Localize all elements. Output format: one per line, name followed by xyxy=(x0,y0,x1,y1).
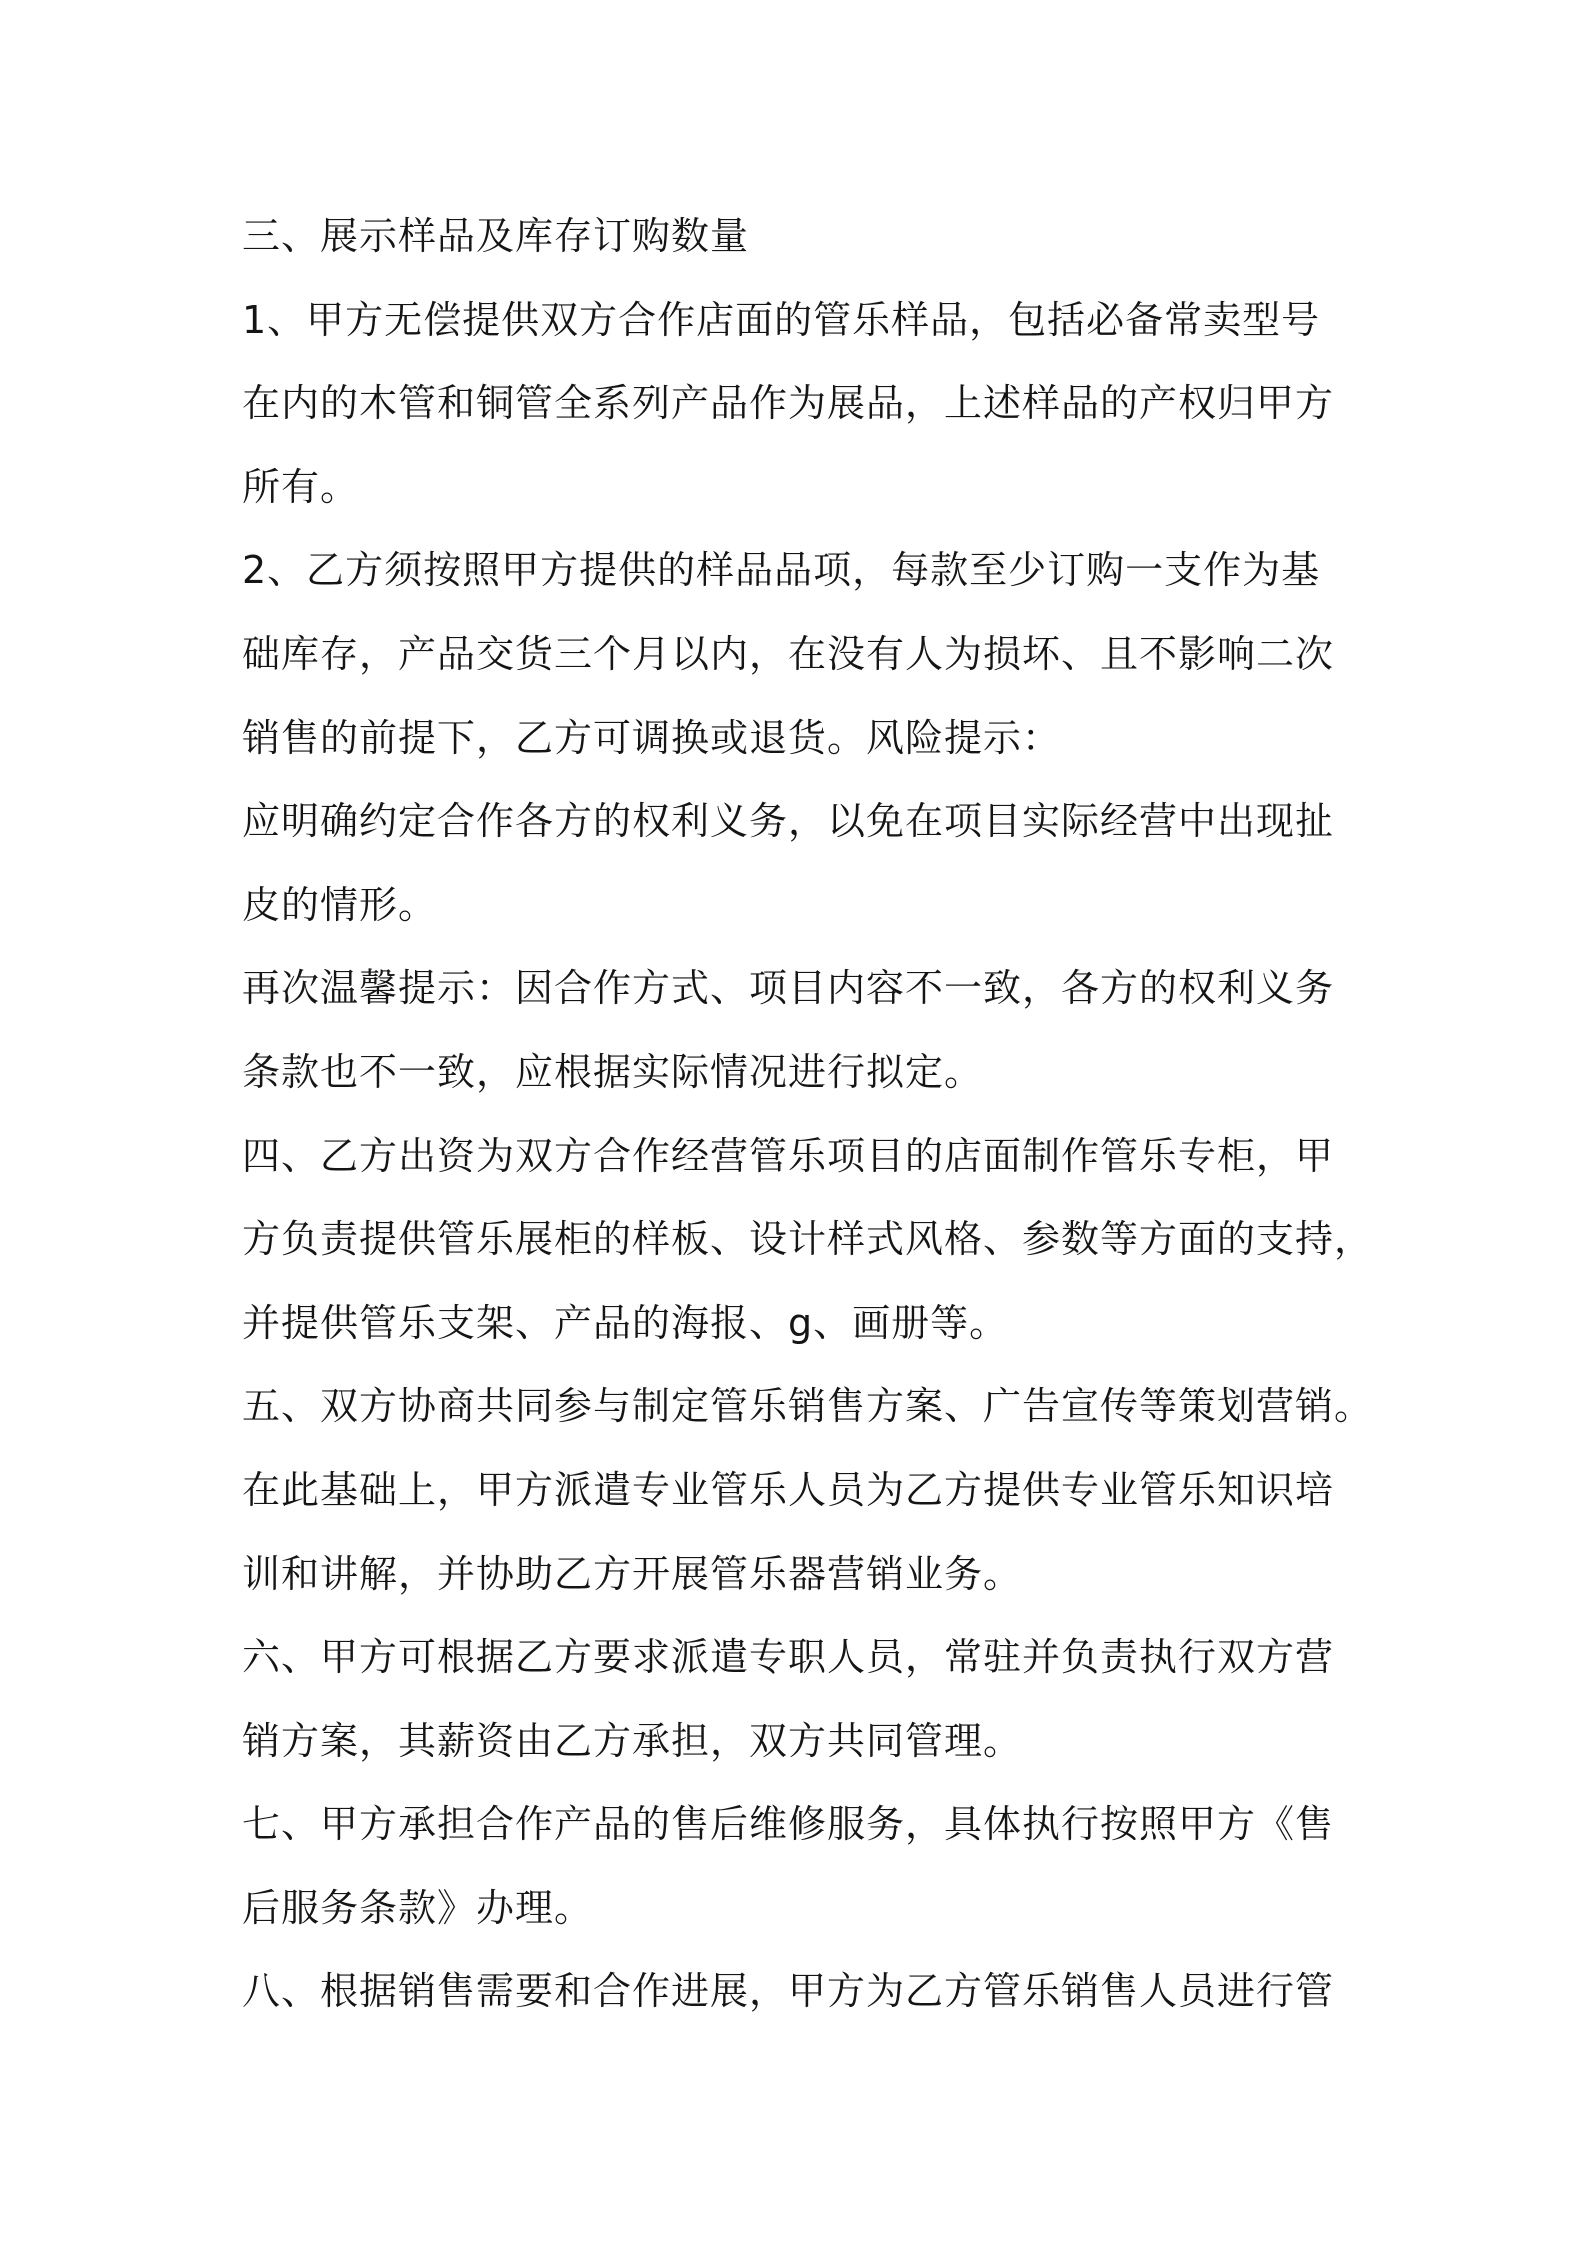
section-three-heading: 三、展示样品及库存订购数量 xyxy=(242,214,750,258)
document-body xyxy=(242,195,1372,2034)
text-line: 在内的木管和铜管全系列产品作为展品，上述样品的产权归甲方 xyxy=(242,381,1335,426)
text-line: 并提供管乐支架、产品的海报、g、画册等。 xyxy=(242,1300,1009,1345)
text-line: 础库存，产品交货三个月以内，在没有人为损坏、且不影响二次 xyxy=(242,631,1335,676)
text-line: 1、甲方无偿提供双方合作店面的管乐样品，包括必备常卖型号 xyxy=(242,297,1321,342)
text-line: 再次温馨提示：因合作方式、项目内容不一致，各方的权利义务 xyxy=(242,966,1335,1011)
text-line: 条款也不一致，应根据实际情况进行拟定。 xyxy=(242,1049,984,1094)
text-line: 在此基础上，甲方派遣专业管乐人员为乙方提供专业管乐知识培 xyxy=(242,1467,1335,1512)
text-line: 销售的前提下，乙方可调换或退货。风险提示： xyxy=(242,715,1062,760)
section-eight-text: 八、根据销售需要和合作进展，甲方为乙方管乐销售人员进行管 xyxy=(242,1969,1335,2014)
text-line: 所有。 xyxy=(242,464,360,509)
text-line: 销方案，其薪资由乙方承担，双方共同管理。 xyxy=(242,1718,1023,1763)
text-line: 训和讲解，并协助乙方开展管乐器营销业务。 xyxy=(242,1551,1023,1596)
text-line: 后服务条款》办理。 xyxy=(242,1885,594,1930)
text-line: 2、乙方须按照甲方提供的样品品项，每款至少订购一支作为基 xyxy=(242,548,1321,593)
text-line: 方负责提供管乐展柜的样板、设计样式风格、参数等方面的支持， xyxy=(242,1217,1374,1262)
text-line: 皮的情形。 xyxy=(242,882,438,927)
section-seven-text: 七、甲方承担合作产品的售后维修服务，具体执行按照甲方《售 xyxy=(242,1802,1335,1847)
section-four-text: 四、乙方出资为双方合作经营管乐项目的店面制作管乐专柜，甲 xyxy=(242,1133,1335,1178)
text-line: 应明确约定合作各方的权利义务，以免在项目实际经营中出现扯 xyxy=(242,799,1335,844)
section-five-text: 五、双方协商共同参与制定管乐销售方案、广告宣传等策划营销。 xyxy=(242,1384,1374,1429)
section-six-text: 六、甲方可根据乙方要求派遣专职人员，常驻并负责执行双方营 xyxy=(242,1635,1335,1680)
